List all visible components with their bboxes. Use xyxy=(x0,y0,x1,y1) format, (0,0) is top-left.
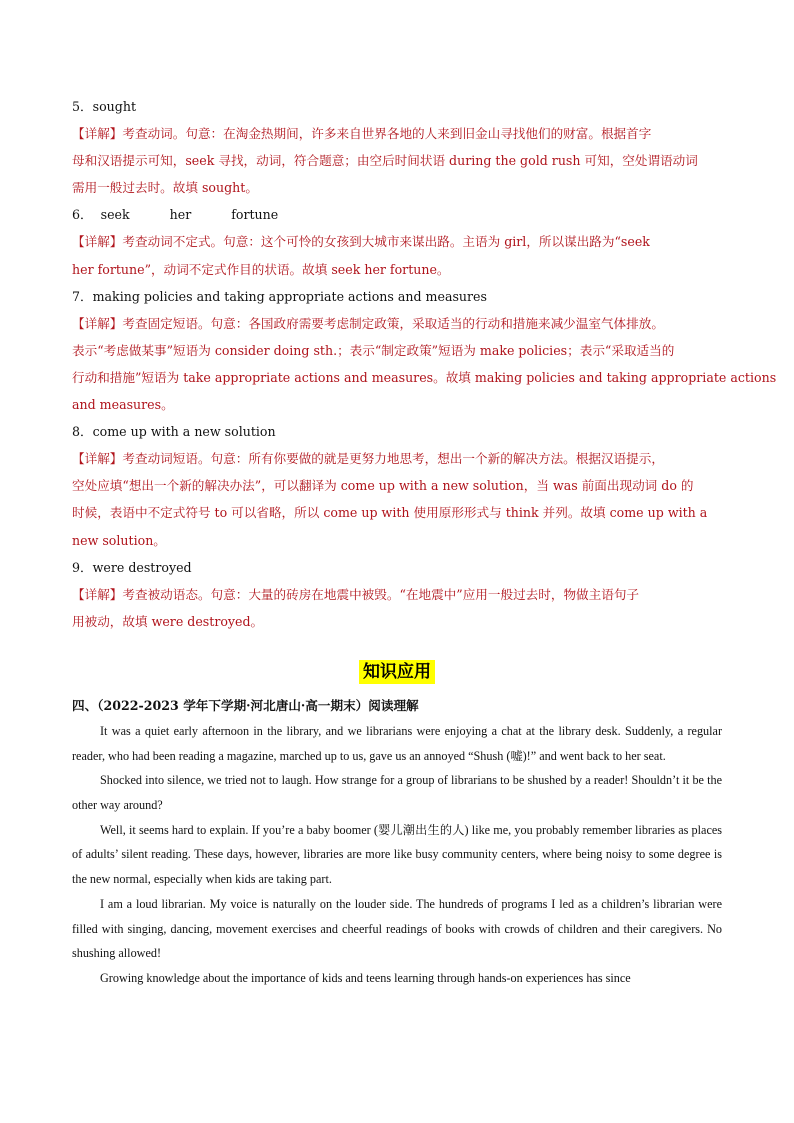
answer-number: 5． xyxy=(72,99,93,114)
answer-part: seek xyxy=(100,207,130,223)
answer-part: her xyxy=(169,207,192,223)
passage-paragraph-4: I am a loud librarian. My voice is naturally on the louder side. The hundreds of programs I led as a children’s librarian were filled with singing, dancing, movement exercises and cheerful readings of books with crowds of children and their caregivers. No shushing allowed! xyxy=(72,896,722,961)
answer-text: sought xyxy=(92,99,136,114)
answer-text: making policies and taking appropriate actions and measures xyxy=(92,288,487,304)
answer-6-line xyxy=(72,201,722,228)
answer-5-detail-1: 【详解】考查动词。句意：在淘金热期间，许多来自世界各地的人来到旧金山寻找他们的财富。根据首字 xyxy=(72,126,652,142)
answer-number: 8． xyxy=(72,424,93,440)
document-content xyxy=(72,93,777,991)
section-title: 知识应用 xyxy=(359,660,435,684)
answer-number: 9． xyxy=(72,559,93,575)
passage-paragraph-1: It was a quiet early afternoon in the library, and we librarians were enjoying a chat at the library desk. Suddenly, a regular reader, who had been reading a magazine, marched up to us, gave us an annoyed “Shush (嘘)!” and went back to her seat. xyxy=(72,723,722,763)
answer-part: fortune xyxy=(231,207,279,223)
answer-8-detail-1: 【详解】考查动词短语。句意：所有你要做的就是更努力地思考，想出一个新的解决方法。根据汉语提示， xyxy=(72,451,664,467)
answer-text: were destroyed xyxy=(92,559,192,575)
answer-number: 6． xyxy=(72,207,93,223)
answer-5-line xyxy=(72,93,722,120)
answer-7-detail-2: 表示“考虑做某事”短语为 consider doing sth.；表示“制定政策”短语为 make policies；表示“采取适当的 xyxy=(72,342,675,358)
answer-5-detail-2: 母和汉语提示可知，seek 寻找，动词，符合题意；由空后时间状语 during the gold rush 可知，空处谓语动词 xyxy=(72,153,698,169)
answer-7-detail-1: 【详解】考查固定短语。句意：各国政府需要考虑制定政策，采取适当的行动和措施来减少温室气体排放。 xyxy=(72,315,664,331)
answer-8-detail-3: 时候，表语中不定式符号 to 可以省略，所以 come up with 使用原形形式与 think 并列。故填 come up with a xyxy=(72,505,708,521)
passage-paragraph-5: Growing knowledge about the importance of kids and teens learning through hands-on experiences has since xyxy=(100,970,631,985)
passage-paragraph-2: Shocked into silence, we tried not to laugh. How strange for a group of librarians to be shushed by a reader! Shouldn’t it be the other way around? xyxy=(72,773,722,812)
answer-6-detail-2: her fortune”，动词不定式作目的状语。故填 seek her fortune。 xyxy=(72,261,450,277)
answer-7-line xyxy=(72,283,722,310)
answer-8-detail-4: new solution。 xyxy=(72,532,166,548)
section-heading xyxy=(72,657,722,685)
answer-8-line xyxy=(72,418,722,445)
answer-number: 7． xyxy=(72,288,93,304)
answer-5-detail-3: 需用一般过去时。故填 sought。 xyxy=(72,180,258,196)
answer-9-detail-2: 用被动，故填 were destroyed。 xyxy=(72,613,264,629)
answer-7-detail-4: and measures。 xyxy=(72,397,174,413)
question-title: 四、（2022-2023 学年下学期·河北唐山·高一期末）阅读理解 xyxy=(72,697,419,713)
answer-text: come up with a new solution xyxy=(92,424,276,440)
answer-7-detail-3: 行动和措施”短语为 take appropriate actions and measures。故填 making policies and taking appropriate actions xyxy=(72,369,777,385)
answer-6-detail-1: 【详解】考查动词不定式。句意：这个可怜的女孩到大城市来谋出路。主语为 girl，所以谋出路为“seek xyxy=(72,234,650,250)
answer-9-line xyxy=(72,554,722,581)
answer-9-detail-1: 【详解】考查被动语态。句意：大量的砖房在地震中被毁。“在地震中”应用一般过去时，物做主语句子 xyxy=(72,586,640,602)
answer-8-detail-2: 空处应填“想出一个新的解决办法”，可以翻译为 come up with a new solution，当 was 前面出现动词 do 的 xyxy=(72,478,694,494)
passage-paragraph-3: Well, it seems hard to explain. If you’re a baby boomer (婴儿潮出生的人) like me, you probably remember libraries as places of adults’ silent reading. These days, however, libraries are more like busy community centers, where being noisy to some degree is the new normal, especially when kids are taking part. xyxy=(72,822,722,887)
